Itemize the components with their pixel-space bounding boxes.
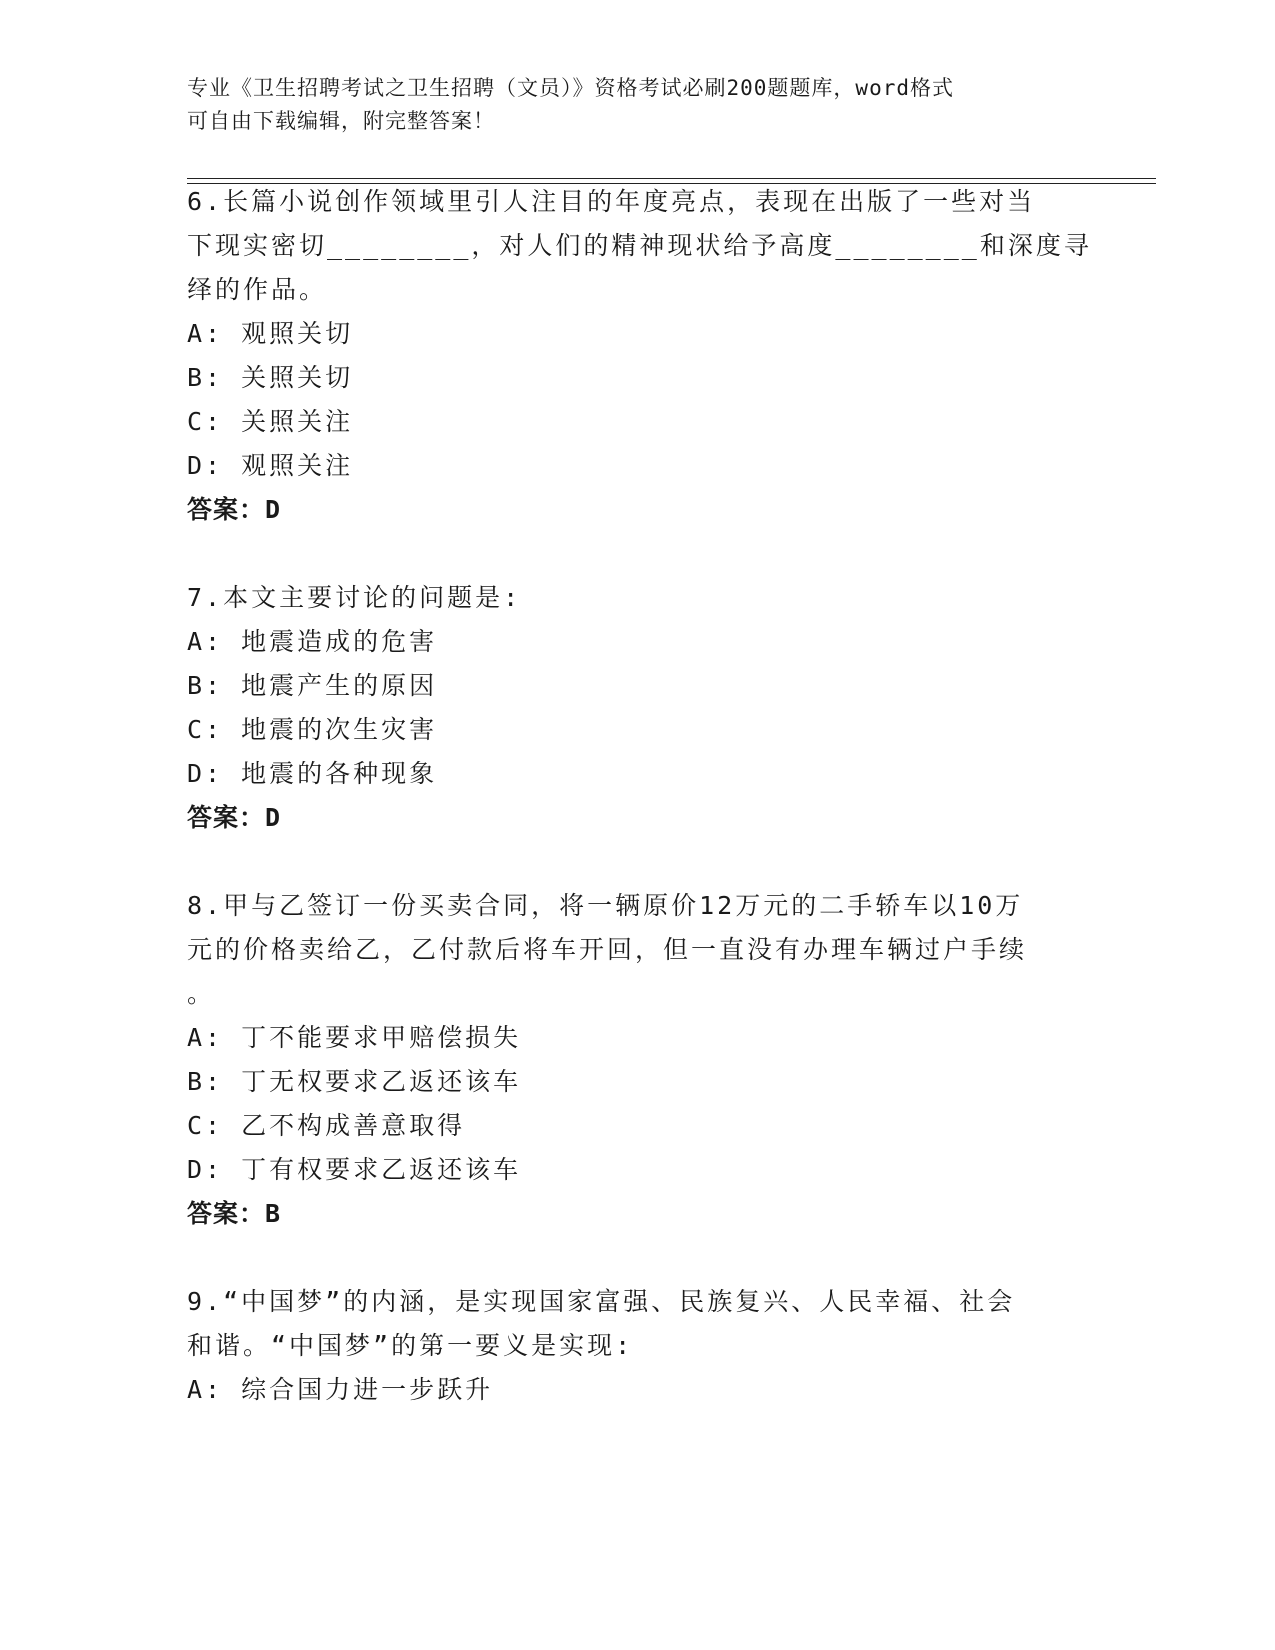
question-6-option-c: C: 关照关注 <box>187 407 354 436</box>
question-9-option-a: A: 综合国力进一步跃升 <box>187 1375 494 1404</box>
question-8-option-b: B: 丁无权要求乙返还该车 <box>187 1067 522 1096</box>
question-6-answer: 答案：D <box>187 495 282 524</box>
question-8-text-line-1: 8.甲与乙签订一份买卖合同，将一辆原价12万元的二手轿车以10万 <box>187 891 1024 920</box>
question-7-text-line-1: 7.本文主要讨论的问题是: <box>187 583 522 612</box>
question-7-option-d: D: 地震的各种现象 <box>187 759 438 788</box>
question-7-answer: 答案：D <box>187 803 282 832</box>
question-6-text-line-1: 6.长篇小说创作领域里引人注目的年度亮点，表现在出版了一些对当 <box>187 187 1036 216</box>
question-6-text-line-2: 下现实密切________，对人们的精神现状给予高度________和深度寻 <box>187 231 1092 260</box>
question-7-option-c: C: 地震的次生灾害 <box>187 715 438 744</box>
question-6-text-line-3: 绎的作品。 <box>187 275 328 304</box>
question-6-option-d: D: 观照关注 <box>187 451 354 480</box>
header-divider-bottom <box>187 183 1156 184</box>
question-8-text-line-2: 元的价格卖给乙，乙付款后将车开回，但一直没有办理车辆过户手续 <box>187 935 1028 964</box>
question-8-text-line-3: 。 <box>187 979 216 1008</box>
question-8-option-c: C: 乙不构成善意取得 <box>187 1111 466 1140</box>
header-line-2: 可自由下载编辑，附完整答案！ <box>187 109 495 133</box>
question-9-text-line-1: 9.“中国梦”的内涵，是实现国家富强、民族复兴、人民幸福、社会 <box>187 1287 1016 1316</box>
question-7-option-a: A: 地震造成的危害 <box>187 627 438 656</box>
question-6-option-a: A: 观照关切 <box>187 319 354 348</box>
question-8-option-a: A: 丁不能要求甲赔偿损失 <box>187 1023 522 1052</box>
question-7-option-b: B: 地震产生的原因 <box>187 671 438 700</box>
header-line-1: 专业《卫生招聘考试之卫生招聘（文员）》资格考试必刷200题题库，word格式 <box>187 76 954 100</box>
question-8-answer: 答案：B <box>187 1199 282 1228</box>
question-8-option-d: D: 丁有权要求乙返还该车 <box>187 1155 522 1184</box>
header-divider-top <box>187 178 1156 179</box>
question-9-text-line-2: 和谐。“中国梦”的第一要义是实现: <box>187 1331 634 1360</box>
question-6-option-b: B: 关照关切 <box>187 363 354 392</box>
document-header <box>187 72 1087 138</box>
